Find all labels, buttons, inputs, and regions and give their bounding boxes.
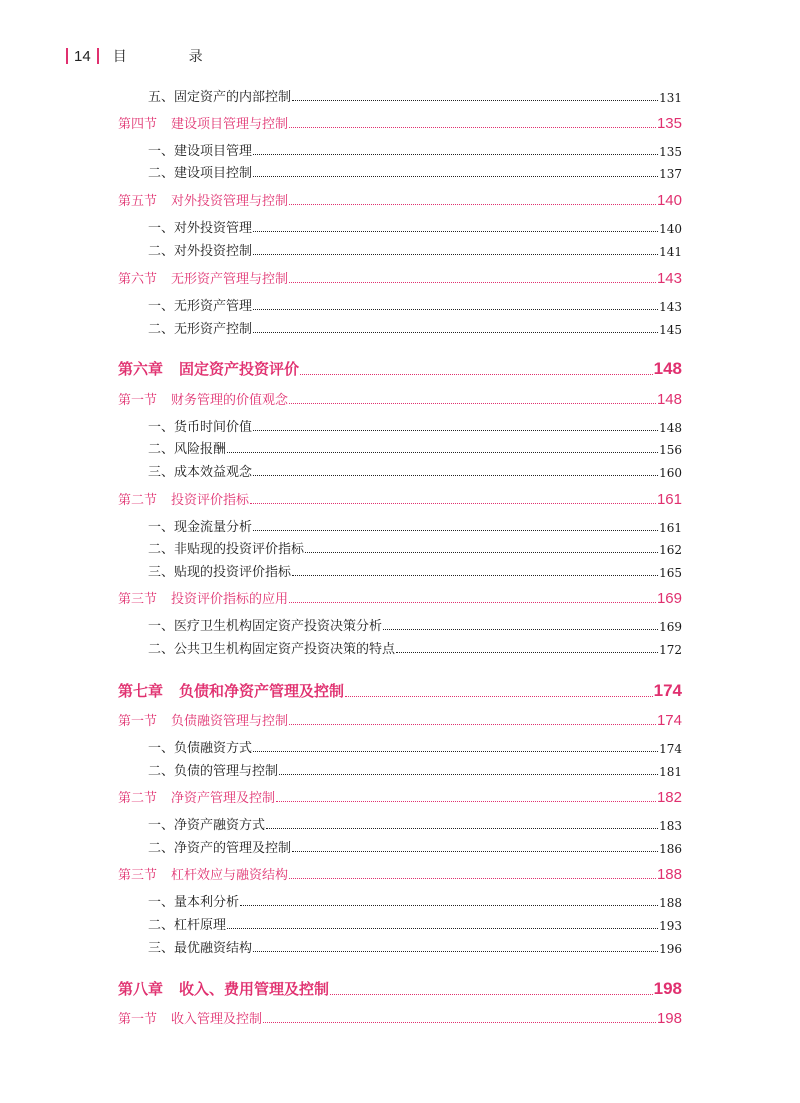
toc-entry-page: 141 xyxy=(659,245,682,259)
toc-entry-page: 165 xyxy=(659,566,682,580)
toc-entry-page: 172 xyxy=(659,643,682,657)
toc-entry-label: 第一节 xyxy=(118,714,158,729)
toc-entry-text: 二、非贴现的投资评价指标 xyxy=(148,542,305,557)
toc-entry-label: 第三节 xyxy=(118,592,158,607)
dot-leader xyxy=(253,231,658,232)
toc-entry-page: 181 xyxy=(659,765,682,779)
toc-entry-text: 财务管理的价值观念 xyxy=(171,393,289,408)
toc-entry-text: 三、贴现的投资评价指标 xyxy=(148,565,292,580)
toc-entry-page: 174 xyxy=(653,681,682,700)
toc-entry-title xyxy=(148,538,304,557)
dot-leader xyxy=(289,127,656,128)
dot-leader xyxy=(253,530,658,531)
toc-subsection[interactable] xyxy=(148,140,682,159)
toc-entry-page: 169 xyxy=(659,620,682,634)
toc-entry-text: 一、建设项目管理 xyxy=(148,144,253,159)
dot-leader xyxy=(253,751,658,752)
toc-subsection[interactable] xyxy=(148,937,682,956)
toc-entry-title xyxy=(118,113,288,132)
toc-entry-text: 净资产管理及控制 xyxy=(171,791,276,806)
toc-entry-title xyxy=(148,516,252,535)
toc-entry-text: 二、负债的管理与控制 xyxy=(148,764,279,779)
toc-entry-page: 193 xyxy=(659,919,682,933)
toc-subsection[interactable] xyxy=(148,538,682,557)
toc-entry-text: 固定资产投资评价 xyxy=(179,360,300,378)
toc-entry-title xyxy=(148,295,252,314)
dot-leader xyxy=(305,552,658,553)
toc-entry-title xyxy=(118,358,299,379)
toc-entry-text: 负债和净资产管理及控制 xyxy=(179,682,345,700)
toc-subsection[interactable] xyxy=(148,615,682,634)
toc-entry-label: 第二节 xyxy=(118,791,158,806)
dot-leader xyxy=(253,254,658,255)
dot-leader xyxy=(250,503,656,504)
toc-section[interactable] xyxy=(118,864,682,883)
toc-entry-text: 三、成本效益观念 xyxy=(148,465,253,480)
toc-subsection[interactable] xyxy=(148,914,682,933)
dot-leader xyxy=(292,851,658,852)
dot-leader xyxy=(263,1022,656,1023)
toc-chapter[interactable] xyxy=(118,358,682,379)
toc-subsection[interactable] xyxy=(148,461,682,480)
toc-entry-text: 二、杠杆原理 xyxy=(148,918,227,933)
toc-entry-text: 投资评价指标 xyxy=(171,493,250,508)
toc-entry-title xyxy=(148,162,252,181)
toc-entry-title xyxy=(148,561,291,580)
toc-entry-page: 140 xyxy=(659,222,682,236)
toc-entry-text: 二、无形资产控制 xyxy=(148,322,253,337)
toc-entry-title xyxy=(148,240,252,259)
toc-section[interactable] xyxy=(118,389,682,408)
toc-entry-title xyxy=(148,937,252,956)
toc-subsection[interactable] xyxy=(148,416,682,435)
toc-entry-text: 二、对外投资控制 xyxy=(148,244,253,259)
toc-entry-title xyxy=(118,680,344,701)
toc-entry-text: 负债融资管理与控制 xyxy=(171,714,289,729)
toc-entry-text: 一、无形资产管理 xyxy=(148,299,253,314)
toc-entry-label: 第三节 xyxy=(118,868,158,883)
toc-subsection[interactable] xyxy=(148,438,682,457)
dot-leader xyxy=(289,724,656,725)
dot-leader xyxy=(289,403,656,404)
toc-entry-page: 135 xyxy=(659,145,682,159)
toc-entry-page: 148 xyxy=(653,359,682,378)
dot-leader xyxy=(396,652,658,653)
toc-entry-text: 收入管理及控制 xyxy=(171,1012,263,1027)
toc-subsection[interactable] xyxy=(148,516,682,535)
toc-entry-title xyxy=(148,638,395,657)
toc-entry-title xyxy=(118,1008,262,1027)
toc-entry-title xyxy=(148,737,252,756)
toc-subsection[interactable] xyxy=(148,240,682,259)
toc-subsection[interactable] xyxy=(148,760,682,779)
toc-entry-title xyxy=(148,416,252,435)
toc-entry-label: 第七章 xyxy=(118,682,164,700)
dot-leader xyxy=(289,204,656,205)
page-number: 14 xyxy=(74,47,91,65)
toc-entry-page: 143 xyxy=(659,300,682,314)
toc-entry-text: 一、负债融资方式 xyxy=(148,741,253,756)
dot-leader xyxy=(279,774,658,775)
toc-section[interactable] xyxy=(118,710,682,729)
toc-subsection[interactable] xyxy=(148,638,682,657)
toc-entry-page: 156 xyxy=(659,443,682,457)
toc-subsection[interactable] xyxy=(148,295,682,314)
toc-entry-text: 二、建设项目控制 xyxy=(148,166,253,181)
toc-entry-page: 148 xyxy=(656,391,682,408)
toc-entry-title xyxy=(148,318,252,337)
toc-entry-title xyxy=(118,978,329,999)
toc-subsection[interactable] xyxy=(148,318,682,337)
toc-entry-text: 一、货币时间价值 xyxy=(148,420,253,435)
toc-entry-title xyxy=(118,588,288,607)
dot-leader xyxy=(253,309,658,310)
toc-entry-text: 无形资产管理与控制 xyxy=(171,272,289,287)
toc-entry-page: 145 xyxy=(659,323,682,337)
toc-section[interactable] xyxy=(118,190,682,209)
dot-leader xyxy=(253,176,658,177)
toc-entry-title xyxy=(148,814,265,833)
dot-leader xyxy=(345,696,653,697)
toc-entry-page: 196 xyxy=(659,942,682,956)
toc-entry-text: 二、净资产的管理及控制 xyxy=(148,841,292,856)
toc-entry-title xyxy=(118,190,288,209)
toc-entry-label: 第一节 xyxy=(118,1012,158,1027)
toc-entry-page: 198 xyxy=(653,979,682,998)
toc-entry-text: 投资评价指标的应用 xyxy=(171,592,289,607)
toc-entry-title xyxy=(148,760,278,779)
dot-leader xyxy=(253,332,658,333)
toc-entry-title xyxy=(148,217,252,236)
dot-leader xyxy=(292,575,658,576)
dot-leader xyxy=(383,629,658,630)
toc-subsection[interactable] xyxy=(148,891,682,910)
dot-leader xyxy=(253,951,658,952)
toc-subsection[interactable] xyxy=(148,837,682,856)
toc-section[interactable] xyxy=(118,1008,682,1027)
toc-entry-text: 二、风险报酬 xyxy=(148,442,227,457)
toc-subsection[interactable] xyxy=(148,737,682,756)
dot-leader xyxy=(253,475,658,476)
toc-entry-title xyxy=(118,268,288,287)
toc-chapter[interactable] xyxy=(118,680,682,701)
toc-entry-page: 148 xyxy=(659,421,682,435)
dot-leader xyxy=(300,374,653,375)
toc-entry-title xyxy=(118,389,288,408)
toc-entry-page: 183 xyxy=(659,819,682,833)
toc-subsection[interactable] xyxy=(148,162,682,181)
toc-entry-label: 第八章 xyxy=(118,980,164,998)
toc-entry-title xyxy=(118,489,249,508)
toc-entry-page: 188 xyxy=(656,866,682,883)
toc-entry-label: 第六章 xyxy=(118,360,164,378)
toc-subsection[interactable] xyxy=(148,561,682,580)
toc-entry-text: 五、固定资产的内部控制 xyxy=(148,90,292,105)
toc-entry-title xyxy=(148,438,226,457)
toc-entry-page: 174 xyxy=(656,712,682,729)
toc-section[interactable] xyxy=(118,113,682,132)
toc-entry-title xyxy=(118,787,275,806)
toc-entry-page: 135 xyxy=(656,115,682,132)
toc-entry-page: 188 xyxy=(659,896,682,910)
toc-section[interactable] xyxy=(118,489,682,508)
toc-entry-title xyxy=(118,864,288,883)
toc-subsection[interactable] xyxy=(148,814,682,833)
toc-entry-page: 186 xyxy=(659,842,682,856)
toc-entry-title xyxy=(148,837,291,856)
dot-leader xyxy=(289,878,656,879)
toc-entry-title xyxy=(148,615,382,634)
toc-entry-text: 杠杆效应与融资结构 xyxy=(171,868,289,883)
toc-entry-page: 160 xyxy=(659,466,682,480)
toc-entry-page: 182 xyxy=(656,789,682,806)
toc-entry-text: 一、量本利分析 xyxy=(148,895,240,910)
toc-entry-page: 137 xyxy=(659,167,682,181)
toc-entry-title xyxy=(148,86,291,105)
toc-entry-page: 198 xyxy=(656,1010,682,1027)
toc-entry-page: 161 xyxy=(656,491,682,508)
page-title: 目 录 xyxy=(112,49,227,65)
dot-leader xyxy=(253,154,658,155)
toc-entry-text: 一、现金流量分析 xyxy=(148,520,253,535)
toc-entry-title xyxy=(118,710,288,729)
toc-entry-title xyxy=(148,140,252,159)
toc-entry-page: 140 xyxy=(656,192,682,209)
toc-entry-title xyxy=(148,891,239,910)
toc-section[interactable] xyxy=(118,268,682,287)
toc-entry-text: 三、最优融资结构 xyxy=(148,941,253,956)
toc-entry-text: 一、对外投资管理 xyxy=(148,221,253,236)
dot-leader xyxy=(276,801,656,802)
toc-entry-page: 131 xyxy=(659,91,682,105)
toc-entry-label: 第五节 xyxy=(118,194,158,209)
dot-leader xyxy=(292,100,658,101)
dot-leader xyxy=(253,430,658,431)
dot-leader xyxy=(330,994,653,995)
toc-section[interactable] xyxy=(118,787,682,806)
toc-entry-text: 一、医疗卫生机构固定资产投资决策分析 xyxy=(148,619,383,634)
toc-entry-title xyxy=(148,461,252,480)
toc-entry-text: 对外投资管理与控制 xyxy=(171,194,289,209)
toc-entry-text: 收入、费用管理及控制 xyxy=(179,980,330,998)
dot-leader xyxy=(227,452,658,453)
toc-entry-text: 建设项目管理与控制 xyxy=(171,117,289,132)
toc-entry-page: 161 xyxy=(659,521,682,535)
toc-entry-page: 174 xyxy=(659,742,682,756)
toc-entry-page: 143 xyxy=(656,270,682,287)
toc-entry-label: 第一节 xyxy=(118,393,158,408)
dot-leader xyxy=(240,905,658,906)
toc-subsection[interactable] xyxy=(148,86,682,105)
toc-entry-text: 一、净资产融资方式 xyxy=(148,818,266,833)
dot-leader xyxy=(227,928,658,929)
toc-chapter[interactable] xyxy=(118,978,682,999)
toc-section[interactable] xyxy=(118,588,682,607)
dot-leader xyxy=(289,602,656,603)
toc-entry-page: 169 xyxy=(656,590,682,607)
toc-entry-title xyxy=(148,914,226,933)
toc-entry-label: 第四节 xyxy=(118,117,158,132)
toc-entry-text: 二、公共卫生机构固定资产投资决策的特点 xyxy=(148,642,396,657)
toc-entry-page: 162 xyxy=(659,543,682,557)
toc-entry-label: 第六节 xyxy=(118,272,158,287)
dot-leader xyxy=(289,282,656,283)
toc-entry-label: 第二节 xyxy=(118,493,158,508)
toc-subsection[interactable] xyxy=(148,217,682,236)
dot-leader xyxy=(266,828,658,829)
